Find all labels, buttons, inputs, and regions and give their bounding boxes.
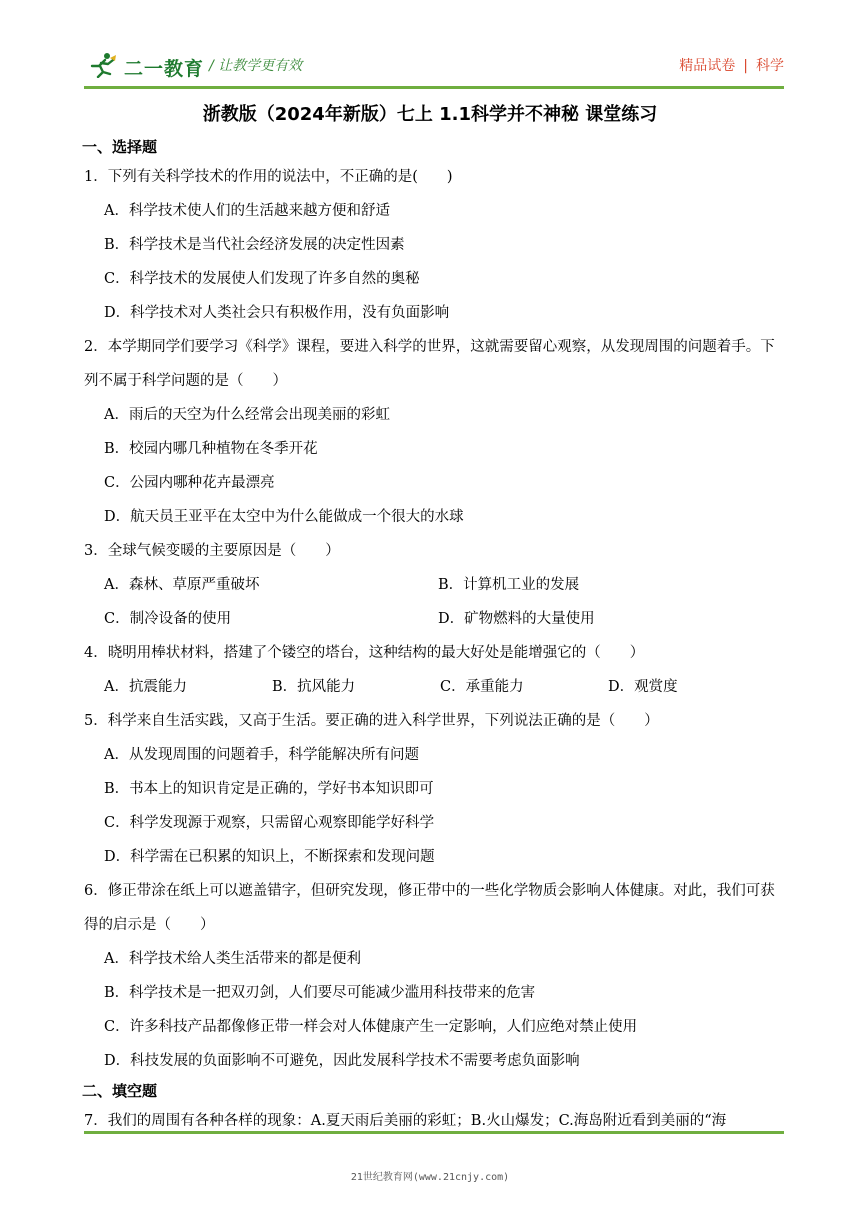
- question-stem: 2．本学期同学们要学习《科学》课程，要进入科学的世界，这就需要留心观察，从发现周围的问题着手。下列不属于科学问题的是（ ）: [84, 339, 775, 389]
- page-header: [84, 44, 784, 84]
- option-a: A．科学技术使人们的生活越来越方便和舒适: [104, 203, 390, 219]
- option-a: A．雨后的天空为什么经常会出现美丽的彩虹: [104, 407, 390, 423]
- option-a: A．从发现周围的问题着手，科学能解决所有问题: [104, 747, 419, 763]
- option-c: C．公园内哪种花卉最漂亮: [104, 475, 275, 491]
- section-heading-choice: 一、选择题: [82, 138, 158, 156]
- question-2: [82, 330, 786, 534]
- section-heading-fill: 二、填空题: [82, 1082, 158, 1100]
- question-5: [82, 704, 786, 874]
- question-stem: 4．晓明用棒状材料，搭建了个镂空的塔台，这种结构的最大好处是能增强它的（ ）: [84, 645, 645, 661]
- document-title: 浙教版（2024年新版）七上 1.1科学并不神秘 课堂练习: [202, 104, 658, 125]
- document-body: [82, 134, 786, 1138]
- question-1: [82, 160, 786, 330]
- option-c: C．许多科技产品都像修正带一样会对人体健康产生一定影响，人们应绝对禁止使用: [104, 1019, 638, 1035]
- option-a: A．科学技术给人类生活带来的都是便利: [104, 951, 361, 967]
- question-stem: 3．全球气候变暖的主要原因是（ ）: [84, 543, 340, 559]
- option-row: [82, 670, 786, 704]
- question-6: [82, 874, 786, 1078]
- question-stem: 1．下列有关科学技术的作用的说法中，不正确的是( ): [84, 169, 453, 185]
- option-b: B．书本上的知识肯定是正确的，学好书本知识即可: [104, 781, 434, 797]
- subject-label: 科学: [756, 58, 784, 74]
- question-4: [82, 636, 786, 704]
- header-divider: [84, 86, 784, 89]
- header-tags: [679, 55, 784, 75]
- option-a: A．森林、草原严重破坏: [104, 577, 260, 593]
- option-c: C．科学发现源于观察，只需留心观察即能学好科学: [104, 815, 435, 831]
- page-footer: 21世纪教育网(www.21cnjy.com): [350, 1172, 510, 1183]
- option-b: B．科学技术是一把双刃剑，人们要尽可能减少滥用科技带来的危害: [104, 985, 536, 1001]
- option-d: D．科技发展的负面影响不可避免，因此发展科学技术不需要考虑负面影响: [104, 1053, 580, 1069]
- option-b: B．抗风能力: [272, 679, 356, 695]
- option-d: D．矿物燃料的大量使用: [438, 611, 595, 627]
- question-stem: 7．我们的周围有各种各样的现象：A.夏天雨后美丽的彩虹；B.火山爆发；C.海岛附近看到美丽的“海: [84, 1113, 727, 1129]
- option-row: [82, 568, 786, 602]
- question-stem: 5．科学来自生活实践，又高于生活。要正确的进入科学世界，下列说法正确的是（ ）: [84, 713, 659, 729]
- footer-divider: [84, 1131, 784, 1134]
- option-c: C．科学技术的发展使人们发现了许多自然的奥秘: [104, 271, 420, 287]
- option-row: [82, 602, 786, 636]
- option-b: B．校园内哪几种植物在冬季开花: [104, 441, 318, 457]
- logo-text: 二一教育: [124, 58, 205, 80]
- option-b: B．科学技术是当代社会经济发展的决定性因素: [104, 237, 405, 253]
- runner-logo-icon: [88, 52, 118, 78]
- question-stem: 6．修正带涂在纸上可以遮盖错字，但研究发现，修正带中的一些化学物质会影响人体健康。对此，我们可获得的启示是（ ）: [84, 883, 775, 933]
- option-d: D．科学技术对人类社会只有积极作用，没有负面影响: [104, 305, 450, 321]
- header-separator: |: [743, 58, 748, 74]
- option-c: C．承重能力: [440, 679, 524, 695]
- question-3: [82, 534, 786, 636]
- option-a: A．抗震能力: [104, 679, 187, 695]
- option-d: D．观赏度: [608, 679, 678, 695]
- slogan: / 让教学更有效: [209, 58, 303, 74]
- option-d: D．科学需在已积累的知识上，不断探索和发现问题: [104, 849, 435, 865]
- option-d: D．航天员王亚平在太空中为什么能做成一个很大的水球: [104, 509, 464, 525]
- option-b: B．计算机工业的发展: [438, 577, 580, 593]
- category-label: 精品试卷: [679, 58, 736, 74]
- option-c: C．制冷设备的使用: [104, 611, 232, 627]
